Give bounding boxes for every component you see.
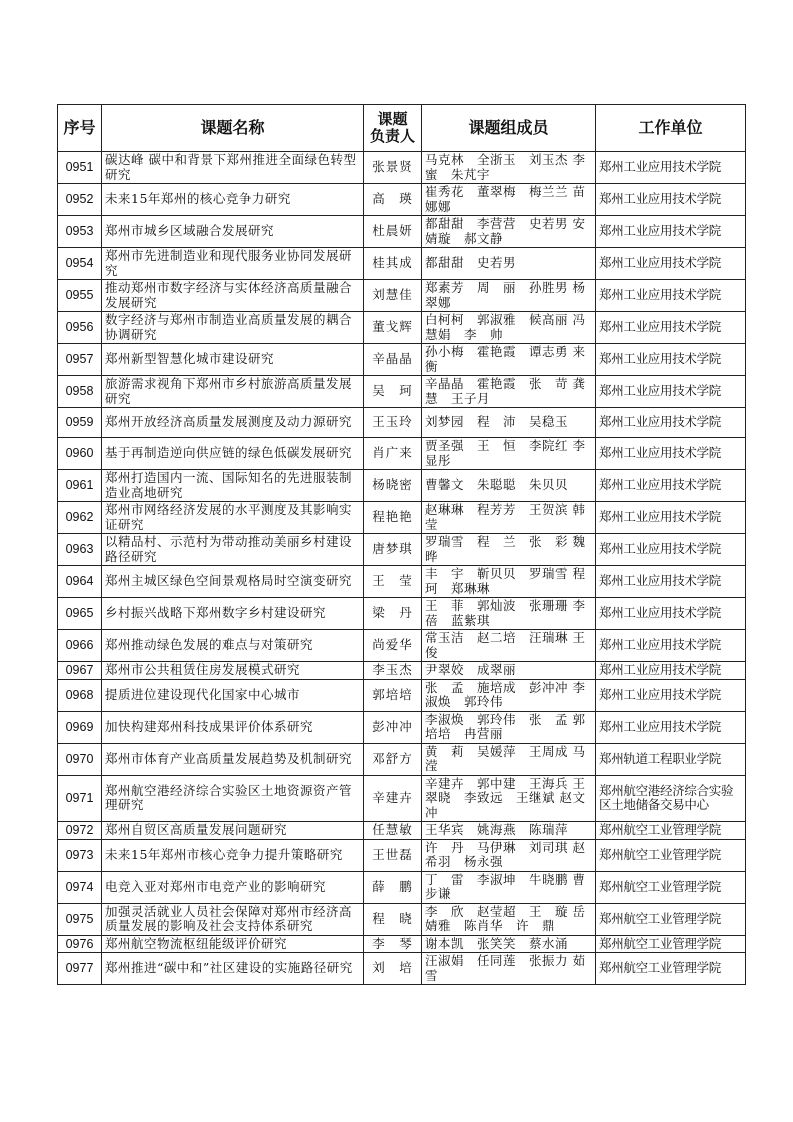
table-row bbox=[58, 822, 746, 840]
cell-title: 郑州开放经济高质量发展测度及动力源研究 bbox=[102, 408, 364, 438]
cell-leader: 唐梦琪 bbox=[364, 534, 422, 566]
cell-title: 数字经济与郑州市制造业高质量发展的耦合协调研究 bbox=[102, 312, 364, 344]
cell-members: 李 欣 赵莹超 王 璇 岳婧雅 陈肖华 许 鼎 bbox=[422, 903, 596, 935]
cell-unit: 郑州工业应用技术学院 bbox=[596, 216, 746, 248]
cell-members: 都甜甜 李营营 史若男 安婧璇 郝文静 bbox=[422, 216, 596, 248]
cell-title: 郑州推进“碳中和”社区建设的实施路径研究 bbox=[102, 953, 364, 985]
cell-unit: 郑州工业应用技术学院 bbox=[596, 344, 746, 376]
cell-no: 0965 bbox=[58, 598, 102, 630]
cell-leader: 吴 珂 bbox=[364, 376, 422, 408]
cell-no: 0970 bbox=[58, 743, 102, 775]
table-row bbox=[58, 839, 746, 871]
cell-members: 王华宾 姚海燕 陈瑞萍 bbox=[422, 822, 596, 840]
table-header-row bbox=[58, 105, 746, 152]
cell-members: 曹馨文 朱聪聪 朱贝贝 bbox=[422, 470, 596, 502]
cell-leader: 程艳艳 bbox=[364, 502, 422, 534]
cell-title: 加强灵活就业人员社会保障对郑州市经济高质量发展的影响及社会支持体系研究 bbox=[102, 903, 364, 935]
cell-no: 0959 bbox=[58, 408, 102, 438]
cell-members: 许 丹 马伊琳 刘司琪 赵希羽 杨永强 bbox=[422, 839, 596, 871]
cell-leader: 高 瑛 bbox=[364, 184, 422, 216]
cell-leader: 郭培培 bbox=[364, 679, 422, 711]
cell-unit: 郑州工业应用技术学院 bbox=[596, 662, 746, 680]
cell-unit: 郑州工业应用技术学院 bbox=[596, 184, 746, 216]
cell-members: 贾圣强 王 恒 李院红 李显彤 bbox=[422, 438, 596, 470]
project-table bbox=[57, 104, 746, 985]
cell-unit: 郑州工业应用技术学院 bbox=[596, 470, 746, 502]
header-leader-line1: 课题 bbox=[377, 110, 408, 128]
cell-leader: 王世磊 bbox=[364, 839, 422, 871]
cell-no: 0962 bbox=[58, 502, 102, 534]
cell-no: 0958 bbox=[58, 376, 102, 408]
cell-title: 旅游需求视角下郑州市乡村旅游高质量发展研究 bbox=[102, 376, 364, 408]
cell-leader: 桂其成 bbox=[364, 248, 422, 280]
cell-members: 马克林 全浙玉 刘玉杰 李 蜜 朱芃宇 bbox=[422, 152, 596, 184]
cell-no: 0960 bbox=[58, 438, 102, 470]
cell-members: 郑素芳 周 丽 孙胜男 杨翠娜 bbox=[422, 280, 596, 312]
cell-unit: 郑州工业应用技术学院 bbox=[596, 630, 746, 662]
cell-no: 0966 bbox=[58, 630, 102, 662]
cell-unit: 郑州航空工业管理学院 bbox=[596, 839, 746, 871]
cell-title: 郑州自贸区高质量发展问题研究 bbox=[102, 822, 364, 840]
cell-unit: 郑州工业应用技术学院 bbox=[596, 152, 746, 184]
cell-no: 0964 bbox=[58, 566, 102, 598]
cell-no: 0969 bbox=[58, 711, 102, 743]
cell-members: 辛建卉 郭中建 王海兵 王翠晓 李致远 王继斌 赵文冲 bbox=[422, 775, 596, 822]
cell-unit: 郑州航空工业管理学院 bbox=[596, 822, 746, 840]
cell-title: 郑州航空港经济综合实验区土地资源资产管理研究 bbox=[102, 775, 364, 822]
cell-no: 0973 bbox=[58, 839, 102, 871]
cell-members: 谢本凯 张笑笑 蔡水涌 bbox=[422, 935, 596, 953]
cell-members: 辛晶晶 霍艳霞 张 苛 龚 慧 王子月 bbox=[422, 376, 596, 408]
cell-no: 0961 bbox=[58, 470, 102, 502]
cell-members: 李淑焕 郭玲伟 张 孟 郭培培 冉营丽 bbox=[422, 711, 596, 743]
cell-leader: 杨晓密 bbox=[364, 470, 422, 502]
cell-leader: 王玉玲 bbox=[364, 408, 422, 438]
table-row bbox=[58, 248, 746, 280]
cell-no: 0971 bbox=[58, 775, 102, 822]
table-row bbox=[58, 935, 746, 953]
cell-unit: 郑州航空工业管理学院 bbox=[596, 953, 746, 985]
cell-no: 0975 bbox=[58, 903, 102, 935]
table-row bbox=[58, 280, 746, 312]
table-row bbox=[58, 438, 746, 470]
cell-title: 提质进位建设现代化国家中心城市 bbox=[102, 679, 364, 711]
cell-unit: 郑州航空工业管理学院 bbox=[596, 935, 746, 953]
cell-leader: 杜晨妍 bbox=[364, 216, 422, 248]
cell-no: 0956 bbox=[58, 312, 102, 344]
table-row bbox=[58, 184, 746, 216]
table-row bbox=[58, 502, 746, 534]
cell-no: 0955 bbox=[58, 280, 102, 312]
cell-no: 0954 bbox=[58, 248, 102, 280]
table-row bbox=[58, 376, 746, 408]
cell-members: 王 菲 郭灿波 张珊珊 李 蓓 蓝紫琪 bbox=[422, 598, 596, 630]
cell-unit: 郑州航空港经济综合实验区土地储备交易中心 bbox=[596, 775, 746, 822]
cell-title: 乡村振兴战略下郑州数字乡村建设研究 bbox=[102, 598, 364, 630]
table-row bbox=[58, 662, 746, 680]
cell-title: 以精品村、示范村为带动推动美丽乡村建设路径研究 bbox=[102, 534, 364, 566]
cell-leader: 辛建卉 bbox=[364, 775, 422, 822]
table-row bbox=[58, 711, 746, 743]
cell-unit: 郑州工业应用技术学院 bbox=[596, 280, 746, 312]
cell-leader: 肖广来 bbox=[364, 438, 422, 470]
cell-unit: 郑州工业应用技术学院 bbox=[596, 248, 746, 280]
cell-title: 郑州市体育产业高质量发展趋势及机制研究 bbox=[102, 743, 364, 775]
cell-unit: 郑州轨道工程职业学院 bbox=[596, 743, 746, 775]
table-row bbox=[58, 216, 746, 248]
cell-no: 0951 bbox=[58, 152, 102, 184]
cell-members: 汪淑娟 任同莲 张振力 茹 雪 bbox=[422, 953, 596, 985]
cell-leader: 辛晶晶 bbox=[364, 344, 422, 376]
cell-title: 加快构建郑州科技成果评价体系研究 bbox=[102, 711, 364, 743]
table-row bbox=[58, 566, 746, 598]
cell-members: 崔秀花 董翠梅 梅兰兰 苗娜娜 bbox=[422, 184, 596, 216]
cell-members: 白柯柯 郭淑雅 候高丽 冯慧娟 李 帅 bbox=[422, 312, 596, 344]
cell-leader: 邓舒方 bbox=[364, 743, 422, 775]
table-row bbox=[58, 344, 746, 376]
table-row bbox=[58, 598, 746, 630]
cell-leader: 彭冲冲 bbox=[364, 711, 422, 743]
cell-members: 刘梦园 程 沛 吴稳玉 bbox=[422, 408, 596, 438]
table-body bbox=[58, 152, 746, 985]
cell-unit: 郑州工业应用技术学院 bbox=[596, 566, 746, 598]
cell-no: 0967 bbox=[58, 662, 102, 680]
cell-no: 0957 bbox=[58, 344, 102, 376]
header-unit: 工作单位 bbox=[596, 105, 746, 152]
table-row bbox=[58, 312, 746, 344]
cell-leader: 李玉杰 bbox=[364, 662, 422, 680]
cell-no: 0952 bbox=[58, 184, 102, 216]
cell-unit: 郑州工业应用技术学院 bbox=[596, 502, 746, 534]
table-row bbox=[58, 743, 746, 775]
cell-unit: 郑州工业应用技术学院 bbox=[596, 376, 746, 408]
cell-unit: 郑州工业应用技术学院 bbox=[596, 679, 746, 711]
cell-leader: 李 琴 bbox=[364, 935, 422, 953]
cell-leader: 程 晓 bbox=[364, 903, 422, 935]
cell-members: 黄 莉 吴媛萍 王周成 马 滢 bbox=[422, 743, 596, 775]
cell-leader: 董戈辉 bbox=[364, 312, 422, 344]
cell-members: 罗瑞雪 程 兰 张 彩 魏 晔 bbox=[422, 534, 596, 566]
cell-no: 0963 bbox=[58, 534, 102, 566]
cell-title: 郑州市先进制造业和现代服务业协同发展研究 bbox=[102, 248, 364, 280]
table-row bbox=[58, 152, 746, 184]
table-row bbox=[58, 871, 746, 903]
cell-members: 孙小梅 霍艳霞 谭志勇 来 衡 bbox=[422, 344, 596, 376]
cell-title: 郑州航空物流枢纽能级评价研究 bbox=[102, 935, 364, 953]
header-title: 课题名称 bbox=[102, 105, 364, 152]
cell-title: 郑州主城区绿色空间景观格局时空演变研究 bbox=[102, 566, 364, 598]
cell-title: 郑州市网络经济发展的水平测度及其影响实证研究 bbox=[102, 502, 364, 534]
table-row bbox=[58, 953, 746, 985]
cell-unit: 郑州工业应用技术学院 bbox=[596, 534, 746, 566]
cell-title: 未来15年郑州的核心竞争力研究 bbox=[102, 184, 364, 216]
cell-leader: 梁 丹 bbox=[364, 598, 422, 630]
cell-title: 电竞入亚对郑州市电竞产业的影响研究 bbox=[102, 871, 364, 903]
cell-unit: 郑州工业应用技术学院 bbox=[596, 598, 746, 630]
cell-unit: 郑州航空工业管理学院 bbox=[596, 903, 746, 935]
cell-members: 张 孟 施培成 彭冲冲 李淑焕 郭玲伟 bbox=[422, 679, 596, 711]
cell-leader: 张景贤 bbox=[364, 152, 422, 184]
cell-unit: 郑州工业应用技术学院 bbox=[596, 408, 746, 438]
header-no: 序号 bbox=[58, 105, 102, 152]
cell-unit: 郑州工业应用技术学院 bbox=[596, 711, 746, 743]
cell-title: 郑州市城乡区域融合发展研究 bbox=[102, 216, 364, 248]
cell-members: 丰 宇 靳贝贝 罗瑞雪 程 珂 郑琳琳 bbox=[422, 566, 596, 598]
cell-title: 未来15年郑州市核心竞争力提升策略研究 bbox=[102, 839, 364, 871]
cell-title: 郑州推动绿色发展的难点与对策研究 bbox=[102, 630, 364, 662]
cell-unit: 郑州工业应用技术学院 bbox=[596, 312, 746, 344]
cell-no: 0972 bbox=[58, 822, 102, 840]
cell-no: 0953 bbox=[58, 216, 102, 248]
cell-members: 常玉洁 赵二培 汪瑞琳 王 俊 bbox=[422, 630, 596, 662]
cell-leader: 刘 培 bbox=[364, 953, 422, 985]
cell-no: 0974 bbox=[58, 871, 102, 903]
table-row bbox=[58, 775, 746, 822]
cell-unit: 郑州工业应用技术学院 bbox=[596, 438, 746, 470]
cell-title: 郑州新型智慧化城市建设研究 bbox=[102, 344, 364, 376]
cell-members: 都甜甜 史若男 bbox=[422, 248, 596, 280]
cell-unit: 郑州航空工业管理学院 bbox=[596, 871, 746, 903]
table-row bbox=[58, 630, 746, 662]
cell-title: 基于再制造逆向供应链的绿色低碳发展研究 bbox=[102, 438, 364, 470]
cell-no: 0968 bbox=[58, 679, 102, 711]
cell-no: 0976 bbox=[58, 935, 102, 953]
table-row bbox=[58, 534, 746, 566]
cell-title: 郑州市公共租赁住房发展模式研究 bbox=[102, 662, 364, 680]
cell-leader: 刘慧佳 bbox=[364, 280, 422, 312]
table-row bbox=[58, 470, 746, 502]
cell-members: 丁 雷 李淑坤 牛晓鹏 曹步谦 bbox=[422, 871, 596, 903]
cell-leader: 尚爱华 bbox=[364, 630, 422, 662]
document-page bbox=[57, 104, 745, 985]
cell-members: 尹翠姣 成翠丽 bbox=[422, 662, 596, 680]
cell-title: 碳达峰 碳中和背景下郑州推进全面绿色转型研究 bbox=[102, 152, 364, 184]
header-leader bbox=[364, 105, 422, 152]
cell-leader: 任慧敏 bbox=[364, 822, 422, 840]
table-row bbox=[58, 408, 746, 438]
cell-leader: 王 莹 bbox=[364, 566, 422, 598]
cell-no: 0977 bbox=[58, 953, 102, 985]
cell-members: 赵琳琳 程芳芳 王贺滨 韩 莹 bbox=[422, 502, 596, 534]
table-row bbox=[58, 679, 746, 711]
header-members: 课题组成员 bbox=[422, 105, 596, 152]
table-row bbox=[58, 903, 746, 935]
cell-title: 推动郑州市数字经济与实体经济高质量融合发展研究 bbox=[102, 280, 364, 312]
header-leader-line2: 负责人 bbox=[369, 127, 415, 145]
cell-leader: 薛 鹏 bbox=[364, 871, 422, 903]
cell-title: 郑州打造国内一流、国际知名的先进服装制造业高地研究 bbox=[102, 470, 364, 502]
